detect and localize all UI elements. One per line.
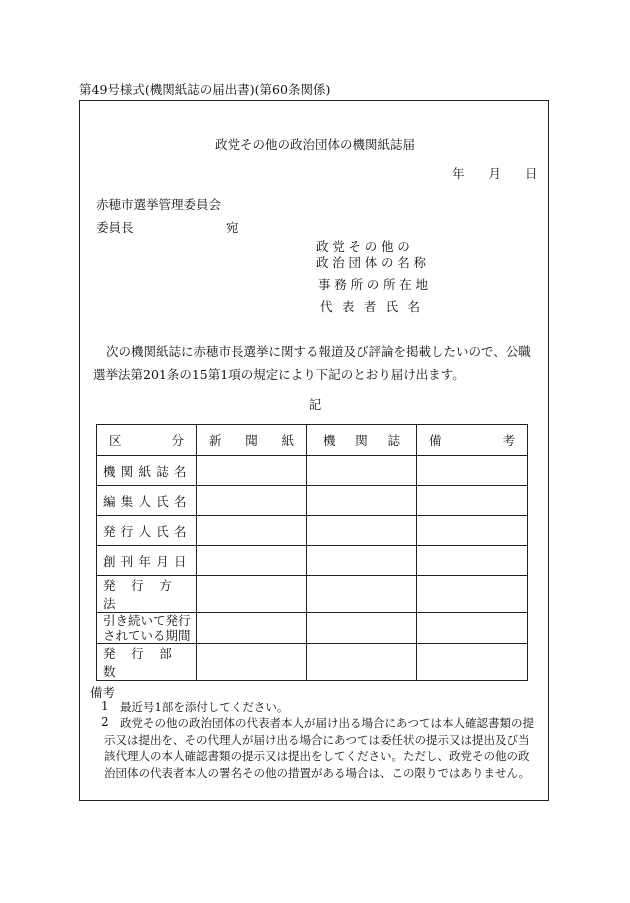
- cell-bulletin[interactable]: [307, 456, 417, 486]
- registration-table: [96, 424, 528, 681]
- table-header-row: [97, 425, 528, 456]
- cell-remarks[interactable]: [417, 546, 528, 576]
- cell-remarks[interactable]: [417, 613, 528, 644]
- note-text: 最近号1部を添付してください。: [120, 700, 289, 714]
- cell-bulletin[interactable]: [307, 613, 417, 644]
- row-label: 創刊年月日: [97, 546, 197, 576]
- cell-remarks[interactable]: [417, 644, 528, 681]
- cell-newspaper[interactable]: [197, 456, 307, 486]
- cell-newspaper[interactable]: [197, 576, 307, 613]
- header-newspaper: 新聞紙: [197, 425, 307, 456]
- table-row: [97, 486, 528, 516]
- form-number-label: 第49号様式(機関紙誌の届出書)(第60条関係): [79, 82, 331, 97]
- sender-representative-label: 代表者氏名: [320, 299, 430, 314]
- date-line: 年 月 日: [452, 166, 538, 181]
- cell-newspaper[interactable]: [197, 546, 307, 576]
- row-label-line1: 引き続いて発行: [103, 613, 191, 628]
- cell-remarks[interactable]: [417, 486, 528, 516]
- cell-newspaper[interactable]: [197, 516, 307, 546]
- body-paragraph: 次の機関紙誌に赤穂市長選挙に関する報道及び評論を掲載したいので、公職選挙法第201条の15第1項の規定により下記のとおり届け出ます。: [93, 344, 531, 382]
- cell-bulletin[interactable]: [307, 546, 417, 576]
- row-label: 発行方法: [97, 576, 197, 613]
- table-row: [97, 644, 528, 681]
- recipient-title: 委員長: [96, 220, 134, 235]
- note-text: 政党その他の政治団体の代表者本人が届け出る場合にあつては本人確認書類の提示又は提出を、その代理人が届け出る場合にあつては委任状の提示又は提出及び当該代理人の本人確認書類の提示又は提出をしてください。ただし、政党その他の政治団体の代表者本人の署名その他の措置がある場合は、この限りではありません。: [104, 716, 534, 780]
- note-number: 1: [101, 699, 109, 713]
- sender-org-label-line1: 政党その他の: [316, 239, 414, 254]
- cell-bulletin[interactable]: [307, 644, 417, 681]
- cell-bulletin[interactable]: [307, 576, 417, 613]
- table-row: [97, 546, 528, 576]
- document-title: 政党その他の政治団体の機関紙誌届: [214, 137, 415, 152]
- row-label: 編集人氏名: [97, 486, 197, 516]
- row-label: 発行部数: [97, 644, 197, 681]
- cell-bulletin[interactable]: [307, 486, 417, 516]
- header-bulletin: 機関誌: [307, 425, 417, 456]
- sender-address-label: 事務所の所在地: [318, 277, 432, 292]
- row-label: 発行人氏名: [97, 516, 197, 546]
- recipient-honorific: 宛: [226, 220, 239, 235]
- table-row: [97, 516, 528, 546]
- table-row: [97, 576, 528, 613]
- cell-remarks[interactable]: [417, 456, 528, 486]
- row-label: [97, 613, 197, 644]
- cell-remarks[interactable]: [417, 516, 528, 546]
- header-category: 区 分: [97, 425, 197, 456]
- ki-label: 記: [308, 397, 322, 412]
- sender-org-label-line2: 政治団体の名称: [316, 255, 430, 270]
- note-number: 2: [101, 715, 109, 729]
- header-remarks: 備 考: [417, 425, 528, 456]
- row-label-line2: されている期間: [103, 628, 191, 643]
- cell-newspaper[interactable]: [197, 613, 307, 644]
- row-label: 機関紙誌名: [97, 456, 197, 486]
- cell-bulletin[interactable]: [307, 516, 417, 546]
- notes-heading: 備考: [90, 685, 116, 700]
- recipient-organization: 赤穂市選挙管理委員会: [96, 197, 222, 212]
- cell-newspaper[interactable]: [197, 486, 307, 516]
- table-row: [97, 456, 528, 486]
- cell-newspaper[interactable]: [197, 644, 307, 681]
- table-row: [97, 613, 528, 644]
- cell-remarks[interactable]: [417, 576, 528, 613]
